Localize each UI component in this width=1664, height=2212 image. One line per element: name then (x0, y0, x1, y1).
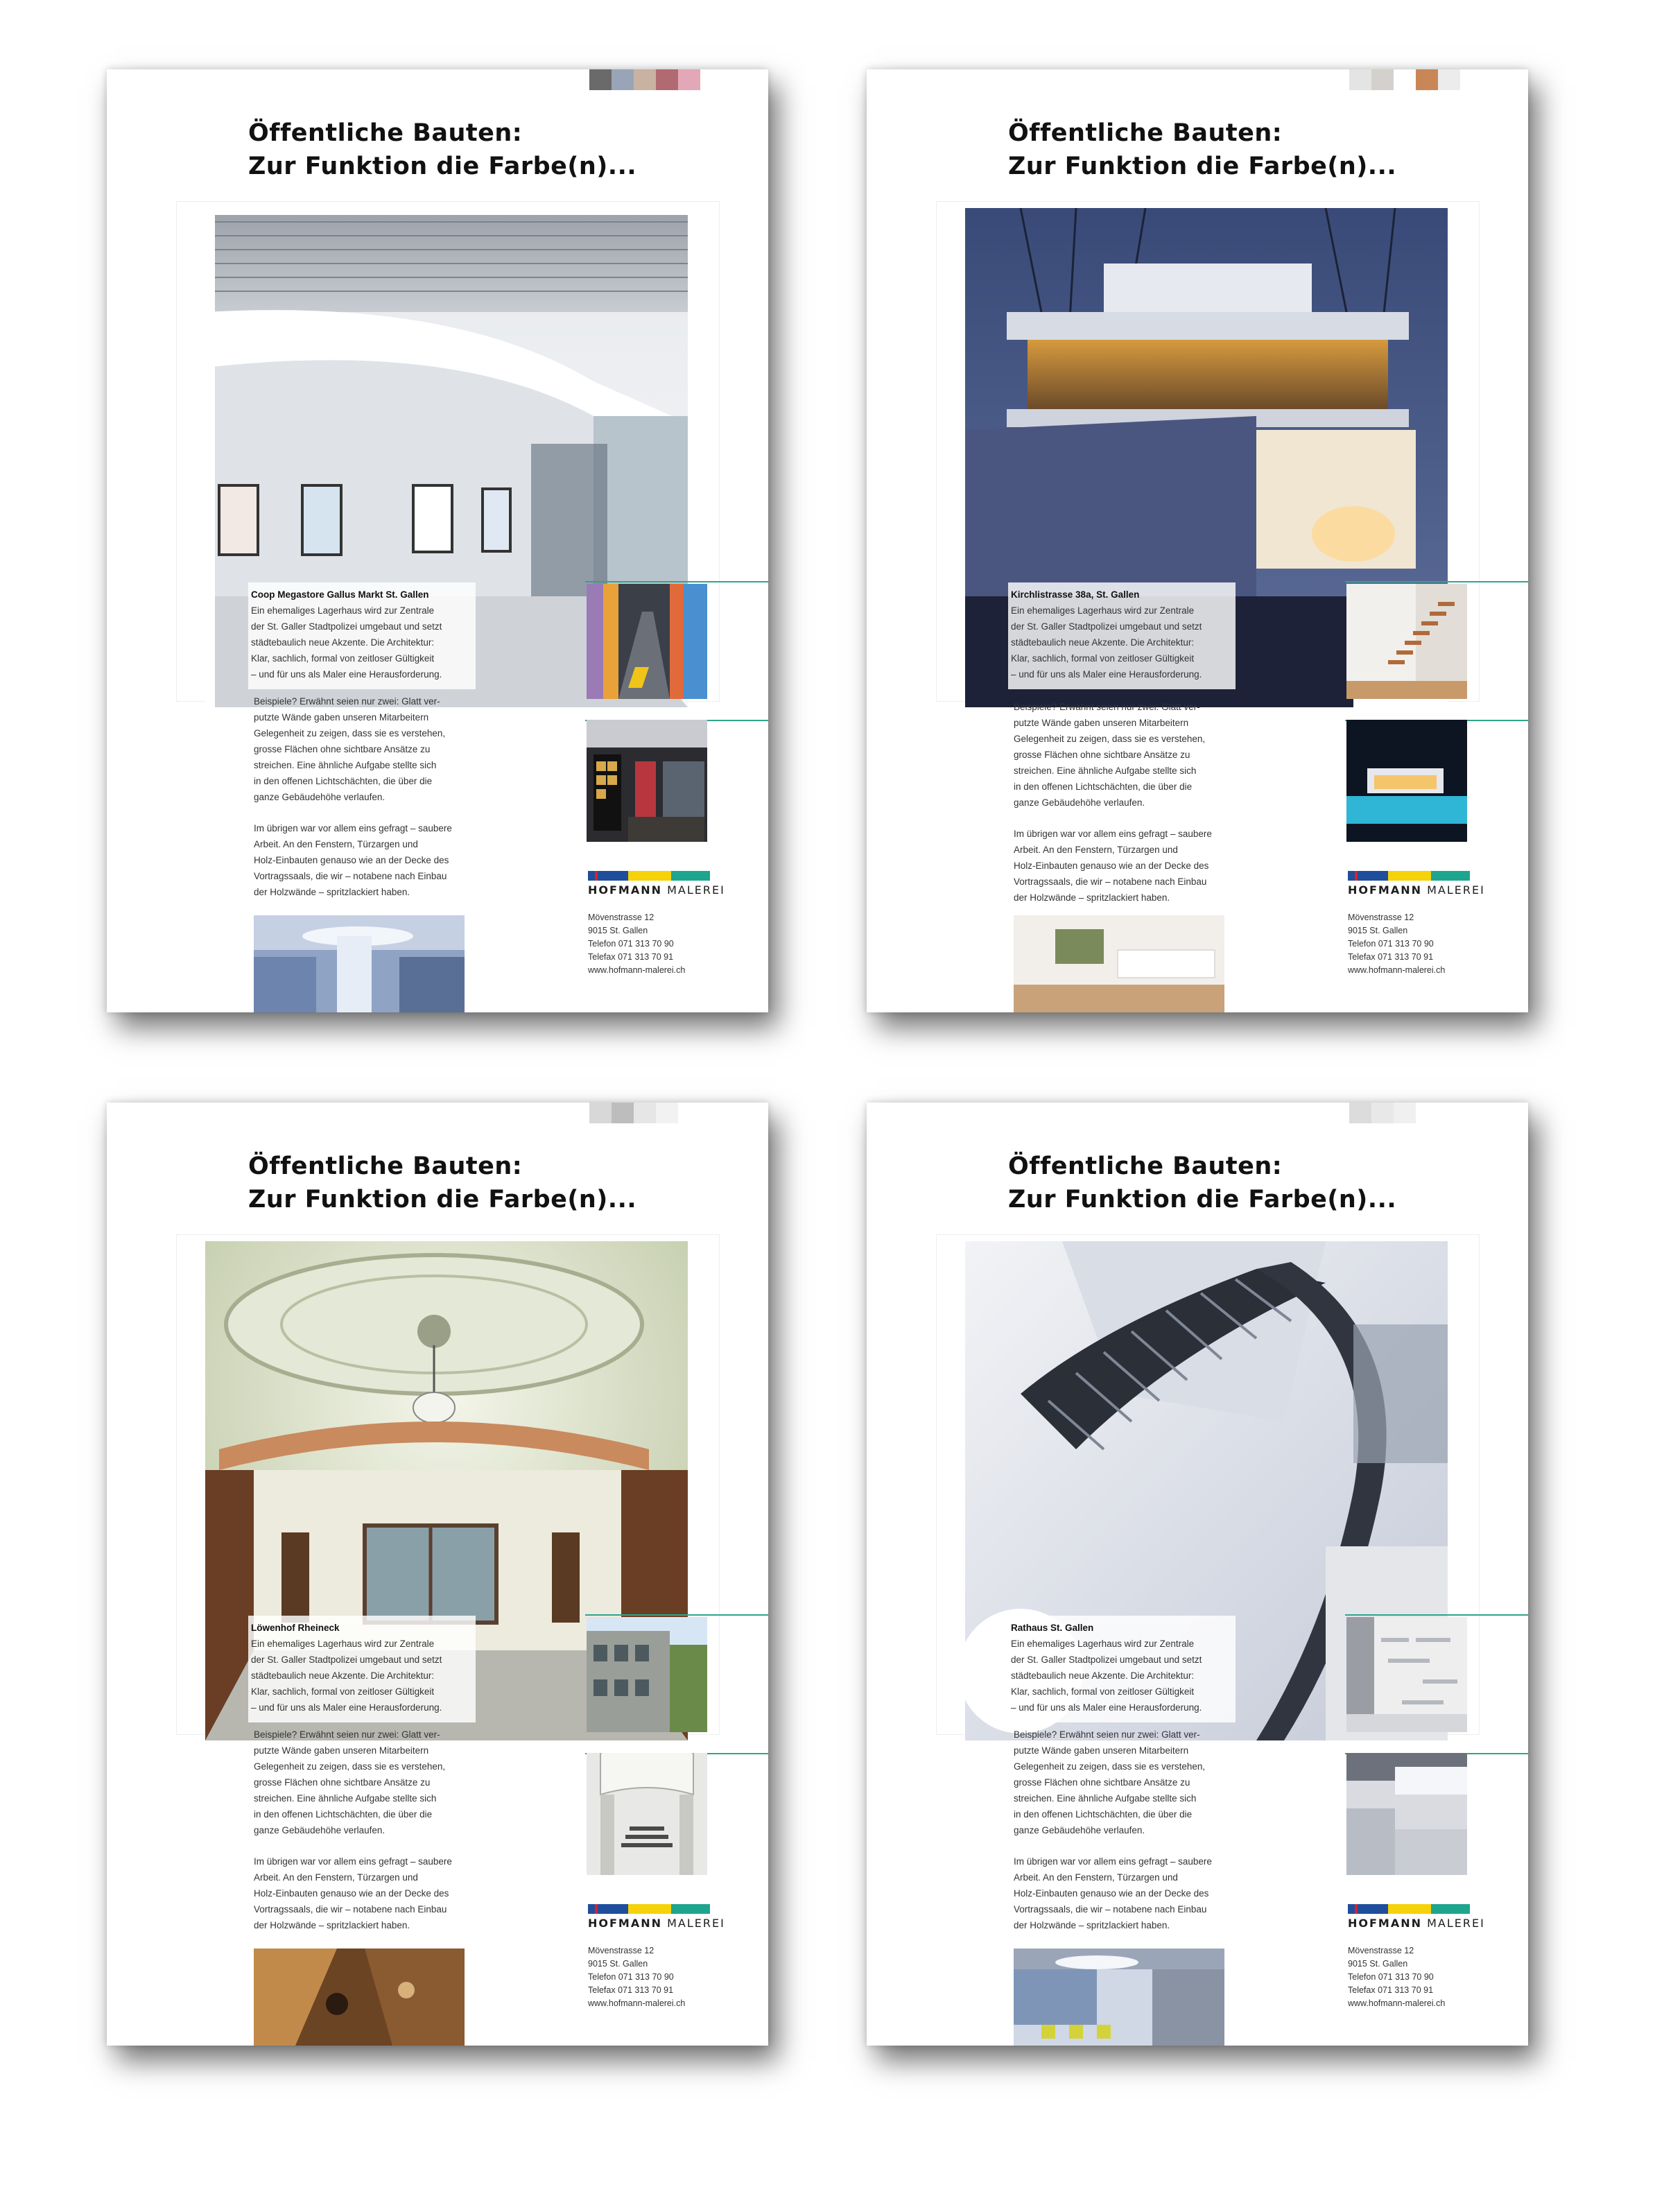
body-line: der Holzwände – spritzlackiert haben. (1014, 1920, 1170, 1930)
thumbnail-2 (1346, 720, 1467, 842)
body-line: der Holzwände – spritzlackiert haben. (254, 1920, 410, 1930)
contact-block (1348, 911, 1500, 977)
logo-word-hofmann: HOFMANN (588, 883, 663, 897)
body-paragraph-1 (254, 693, 476, 805)
column-interior-photo-icon (254, 915, 465, 1012)
headline-line-1: Öffentliche Bauten: (1008, 1152, 1283, 1180)
project-caption (248, 1616, 476, 1722)
thumbnail-1 (587, 1617, 707, 1732)
hofmann-logo (1348, 871, 1485, 897)
contact-website: www.hofmann-malerei.ch (1348, 965, 1446, 975)
caption-line: der St. Galler Stadtpolizei umgebaut und setzt (1011, 1654, 1202, 1665)
caption-line: städtebaulich neue Akzente. Die Architektur: (251, 1670, 435, 1681)
thumbnail-1 (1346, 1617, 1467, 1732)
caption-line: Klar, sachlich, formal von zeitloser Gültigkeit (1011, 653, 1195, 664)
logo-word-malerei: MALEREI (667, 883, 725, 897)
gallery-interior-photo-icon (1346, 1753, 1467, 1875)
thumbnail-1 (587, 584, 707, 699)
accent-line (585, 1614, 768, 1616)
headline-line-2: Zur Funktion die Farbe(n)... (1008, 153, 1397, 180)
body-line: der Holzwände – spritzlackiert haben. (1014, 892, 1170, 903)
contact-fax: Telefax 071 313 70 91 (588, 952, 674, 962)
logo-color-bars (588, 1904, 710, 1914)
body-paragraph-2 (254, 1854, 476, 1933)
headline (248, 116, 636, 183)
caption-line: – und für uns als Maler eine Herausforderung. (1011, 669, 1202, 680)
logo-color-bars (588, 871, 710, 881)
contact-city: 9015 St. Gallen (588, 1959, 648, 1969)
body-line: Gelegenheit zu zeigen, dass sie es verstehen, (254, 1761, 446, 1772)
caption-line: – und für uns als Maler eine Herausforderung. (1011, 1702, 1202, 1713)
logo-word-malerei: MALEREI (1427, 883, 1485, 897)
thumbnail-3 (1014, 915, 1224, 1012)
body-line: Beispiele? Erwähnt seien nur zwei: Glatt ver- (1014, 702, 1200, 712)
contact-fax: Telefax 071 313 70 91 (1348, 1985, 1434, 1995)
ad-sheet-3 (107, 1103, 768, 2046)
body-line: Arbeit. An den Fenstern, Türzargen und (254, 839, 418, 849)
body-line: grosse Flächen ohne sichtbare Ansätze zu (254, 744, 431, 754)
caption-line: Klar, sachlich, formal von zeitloser Gültigkeit (251, 1686, 435, 1697)
logo-word-malerei: MALEREI (667, 1917, 725, 1930)
body-line: streichen. Eine ähnliche Aufgabe stellte sich (1014, 1793, 1197, 1804)
body-line: streichen. Eine ähnliche Aufgabe stellte sich (1014, 766, 1197, 776)
body-line: Vortragssaals, die wir – notabene nach Einbau (254, 871, 447, 881)
body-line: ganze Gebäudehöhe verlaufen. (1014, 1825, 1145, 1835)
body-line: Holz-Einbauten genauso wie an der Decke des (1014, 861, 1209, 871)
color-tab-strip (589, 1103, 700, 1123)
body-line: putzte Wände gaben unseren Mitarbeitern (254, 712, 429, 723)
caption-line: Klar, sachlich, formal von zeitloser Gültigkeit (1011, 1686, 1195, 1697)
contact-website: www.hofmann-malerei.ch (1348, 1998, 1446, 2008)
body-line: Arbeit. An den Fenstern, Türzargen und (1014, 1872, 1178, 1883)
body-line: in den offenen Lichtschächten, die über die (254, 776, 433, 786)
contact-website: www.hofmann-malerei.ch (588, 1998, 686, 2008)
body-line: Im übrigen war vor allem eins gefragt – saubere (1014, 1856, 1212, 1867)
body-line: in den offenen Lichtschächten, die über die (1014, 1809, 1193, 1820)
body-line: Im übrigen war vor allem eins gefragt – saubere (1014, 829, 1212, 839)
body-text (1014, 699, 1236, 921)
facade-photo-icon (587, 1617, 707, 1732)
project-caption (1008, 1616, 1236, 1722)
contact-street: Mövenstrasse 12 (588, 913, 655, 922)
body-line: Im übrigen war vor allem eins gefragt – saubere (254, 1856, 452, 1867)
body-line: ganze Gebäudehöhe verlaufen. (254, 1825, 385, 1835)
caption-line: – und für uns als Maler eine Herausforderung. (251, 669, 442, 680)
white-living-room-photo-icon (1014, 915, 1224, 1012)
ad-sheet-2 (867, 69, 1528, 1012)
headline (1008, 116, 1396, 183)
thumbnail-3 (254, 1949, 465, 2046)
body-line: Gelegenheit zu zeigen, dass sie es verstehen, (1014, 1761, 1206, 1772)
body-line: Vortragssaals, die wir – notabene nach Einbau (1014, 1904, 1207, 1915)
body-paragraph-2 (1014, 1854, 1236, 1933)
headline (248, 1150, 636, 1216)
body-line: streichen. Eine ähnliche Aufgabe stellte sich (254, 760, 437, 770)
colorful-corridor-photo-icon (587, 584, 707, 699)
caption-line: Ein ehemaliges Lagerhaus wird zur Zentrale (1011, 1639, 1195, 1649)
logo-word-hofmann: HOFMANN (588, 1917, 663, 1930)
headline (1008, 1150, 1396, 1216)
caption-line: Klar, sachlich, formal von zeitloser Gültigkeit (251, 653, 435, 664)
contact-city: 9015 St. Gallen (588, 926, 648, 935)
project-title: Coop Megastore Gallus Markt St. Gallen (251, 589, 429, 600)
contact-street: Mövenstrasse 12 (588, 1946, 655, 1955)
body-line: Vortragssaals, die wir – notabene nach Einbau (1014, 876, 1207, 887)
project-title: Kirchlistrasse 38a, St. Gallen (1011, 589, 1140, 600)
contact-fax: Telefax 071 313 70 91 (1348, 952, 1434, 962)
caption-line: Ein ehemaliges Lagerhaus wird zur Zentrale (251, 1639, 435, 1649)
contact-block (1348, 1944, 1500, 2010)
body-text (254, 1727, 476, 1949)
thumbnail-2 (587, 720, 707, 842)
caption-line: städtebaulich neue Akzente. Die Architektur: (1011, 1670, 1195, 1681)
color-tab-strip (1349, 1103, 1460, 1123)
staircase-hall-photo-icon (587, 1753, 707, 1875)
body-line: der Holzwände – spritzlackiert haben. (254, 887, 410, 897)
body-line: Beispiele? Erwähnt seien nur zwei: Glatt ver- (1014, 1729, 1200, 1740)
caption-line: der St. Galler Stadtpolizei umgebaut und setzt (1011, 621, 1202, 632)
contact-phone: Telefon 071 313 70 90 (1348, 1972, 1434, 1982)
body-paragraph-2 (254, 820, 476, 900)
caption-line: städtebaulich neue Akzente. Die Architektur: (1011, 637, 1195, 648)
floating-stairs-photo-icon (1346, 584, 1467, 699)
thumbnail-2 (1346, 1753, 1467, 1875)
body-paragraph-1 (1014, 1727, 1236, 1838)
caption-line: Ein ehemaliges Lagerhaus wird zur Zentrale (251, 605, 435, 616)
contact-street: Mövenstrasse 12 (1348, 1946, 1414, 1955)
project-caption (248, 582, 476, 689)
headline-line-2: Zur Funktion die Farbe(n)... (248, 153, 637, 180)
body-line: Arbeit. An den Fenstern, Türzargen und (254, 1872, 418, 1883)
body-line: ganze Gebäudehöhe verlaufen. (1014, 797, 1145, 808)
body-text (254, 693, 476, 915)
contact-fax: Telefax 071 313 70 91 (588, 1985, 674, 1995)
accent-line (1345, 1614, 1528, 1616)
body-line: ganze Gebäudehöhe verlaufen. (254, 792, 385, 802)
body-line: grosse Flächen ohne sichtbare Ansätze zu (254, 1777, 431, 1788)
headline-line-1: Öffentliche Bauten: (248, 1152, 523, 1180)
ad-sheet-4 (867, 1103, 1528, 2046)
body-line: Holz-Einbauten genauso wie an der Decke des (1014, 1888, 1209, 1899)
cafeteria-photo-icon (1014, 1949, 1224, 2046)
headline-line-2: Zur Funktion die Farbe(n)... (1008, 1186, 1397, 1213)
body-line: putzte Wände gaben unseren Mitarbeitern (1014, 718, 1189, 728)
caption-line: der St. Galler Stadtpolizei umgebaut und setzt (251, 621, 442, 632)
caption-line: Ein ehemaliges Lagerhaus wird zur Zentrale (1011, 605, 1195, 616)
body-line: putzte Wände gaben unseren Mitarbeitern (1014, 1745, 1189, 1756)
logo-color-bars (1348, 871, 1470, 881)
contact-phone: Telefon 071 313 70 90 (588, 939, 674, 949)
caption-line: der St. Galler Stadtpolizei umgebaut und setzt (251, 1654, 442, 1665)
body-line: Vortragssaals, die wir – notabene nach Einbau (254, 1904, 447, 1915)
contact-city: 9015 St. Gallen (1348, 926, 1408, 935)
hofmann-logo (588, 1904, 725, 1930)
body-line: Gelegenheit zu zeigen, dass sie es verstehen, (254, 728, 446, 738)
project-title: Rathaus St. Gallen (1011, 1623, 1094, 1633)
body-text (1014, 1727, 1236, 1949)
logo-word-hofmann: HOFMANN (1348, 1917, 1423, 1930)
project-title: Löwenhof Rheineck (251, 1623, 340, 1633)
body-paragraph-1 (1014, 699, 1236, 811)
restaurant-interior-photo-icon (587, 720, 707, 842)
contact-block (588, 1944, 740, 2010)
thumbnail-2 (587, 1753, 707, 1875)
headline-line-2: Zur Funktion die Farbe(n)... (248, 1186, 637, 1213)
accent-line (585, 581, 768, 582)
body-line: streichen. Eine ähnliche Aufgabe stellte sich (254, 1793, 437, 1804)
contact-city: 9015 St. Gallen (1348, 1959, 1408, 1969)
headline-line-1: Öffentliche Bauten: (1008, 119, 1283, 147)
accent-line (1345, 581, 1528, 582)
caption-line: städtebaulich neue Akzente. Die Architektur: (251, 637, 435, 648)
body-line: grosse Flächen ohne sichtbare Ansätze zu (1014, 1777, 1190, 1788)
thumbnail-1 (1346, 584, 1467, 699)
carved-door-photo-icon (254, 1949, 465, 2046)
contact-phone: Telefon 071 313 70 90 (1348, 939, 1434, 949)
thumbnail-3 (1014, 1949, 1224, 2046)
body-line: in den offenen Lichtschächten, die über die (254, 1809, 433, 1820)
body-line: Beispiele? Erwähnt seien nur zwei: Glatt ver- (254, 1729, 440, 1740)
logo-word-malerei: MALEREI (1427, 1917, 1485, 1930)
hofmann-logo (1348, 1904, 1485, 1930)
color-tab-strip (589, 69, 700, 90)
contact-phone: Telefon 071 313 70 90 (588, 1972, 674, 1982)
color-tab-strip (1349, 69, 1460, 90)
contact-street: Mövenstrasse 12 (1348, 913, 1414, 922)
pool-house-photo-icon (1346, 720, 1467, 842)
body-line: in den offenen Lichtschächten, die über die (1014, 781, 1193, 792)
logo-word-hofmann: HOFMANN (1348, 883, 1423, 897)
body-line: Arbeit. An den Fenstern, Türzargen und (1014, 845, 1178, 855)
ad-sheet-1 (107, 69, 768, 1012)
thumbnail-3 (254, 915, 465, 1012)
body-line: grosse Flächen ohne sichtbare Ansätze zu (1014, 750, 1190, 760)
body-line: Beispiele? Erwähnt seien nur zwei: Glatt ver- (254, 696, 440, 707)
body-paragraph-1 (254, 1727, 476, 1838)
body-line: Holz-Einbauten genauso wie an der Decke des (254, 855, 449, 865)
lettering-wall-photo-icon (1346, 1617, 1467, 1732)
headline-line-1: Öffentliche Bauten: (248, 119, 523, 147)
body-line: putzte Wände gaben unseren Mitarbeitern (254, 1745, 429, 1756)
body-line: Gelegenheit zu zeigen, dass sie es verstehen, (1014, 734, 1206, 744)
body-line: Holz-Einbauten genauso wie an der Decke des (254, 1888, 449, 1899)
project-caption (1008, 582, 1236, 689)
contact-block (588, 911, 740, 977)
hofmann-logo (588, 871, 725, 897)
contact-website: www.hofmann-malerei.ch (588, 965, 686, 975)
body-paragraph-2 (1014, 826, 1236, 906)
logo-color-bars (1348, 1904, 1470, 1914)
body-line: Im übrigen war vor allem eins gefragt – saubere (254, 823, 452, 833)
caption-line: – und für uns als Maler eine Herausforderung. (251, 1702, 442, 1713)
